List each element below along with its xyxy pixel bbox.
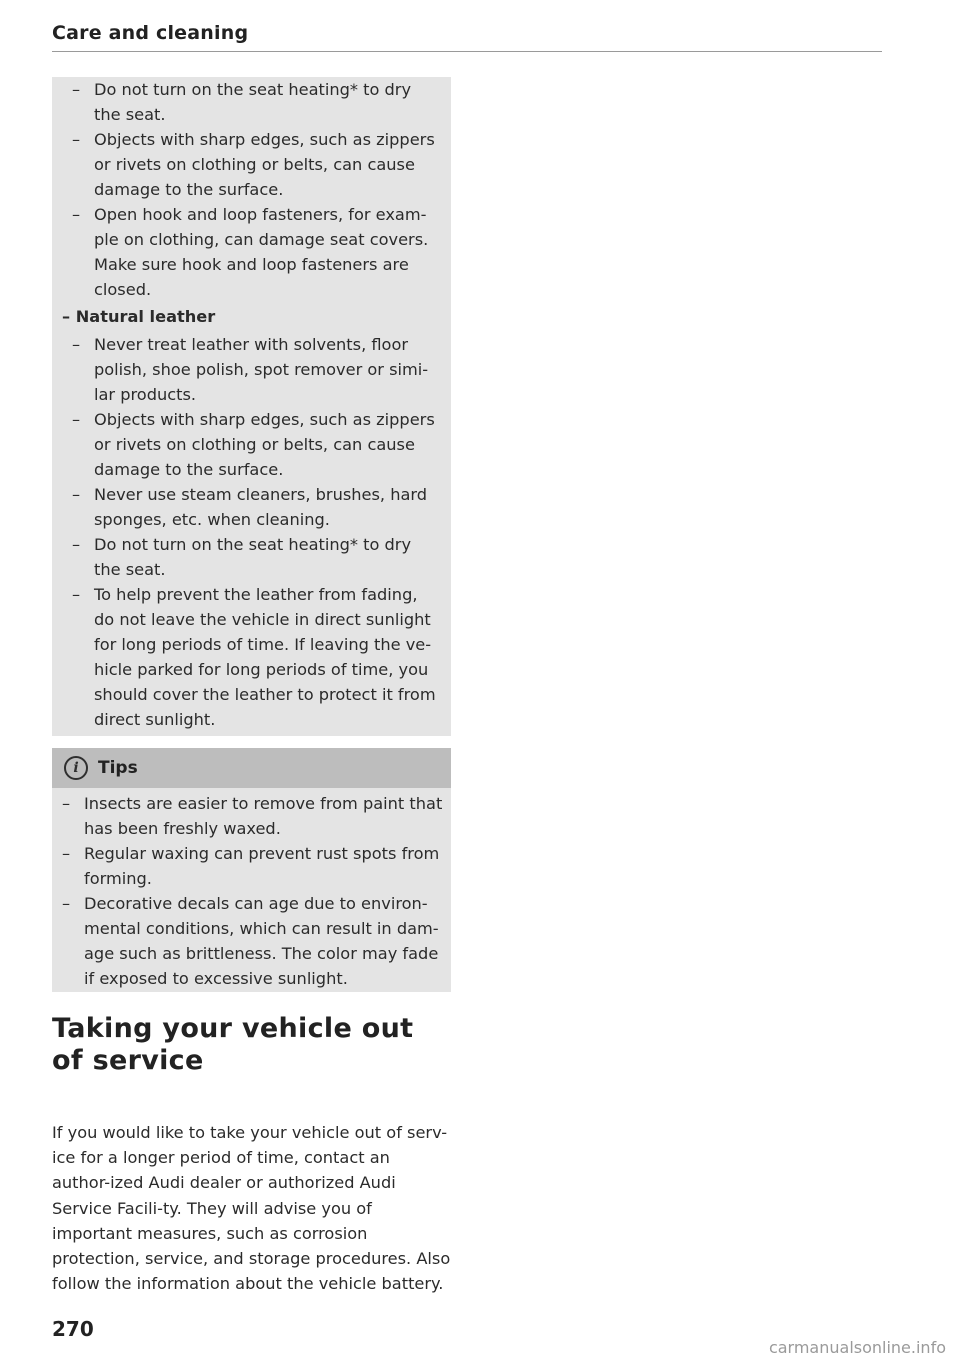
section-paragraph: If you would like to take your vehicle out of serv-ice for a longer period of time, contact an author-ized Audi dealer or authorized Audi Service Facili-ty. They will advise you of important measures, such as corrosion protection, service, and storage procedures. Also follow the information about the vehicle battery. <box>52 1123 451 1294</box>
tips-list <box>62 791 444 991</box>
tips-header <box>52 748 451 788</box>
list-item: – Do not turn on the seat heating* to dry the seat. <box>72 532 442 582</box>
section-heading: Taking your vehicle out of service <box>52 1013 414 1076</box>
page-number: 270 <box>52 1317 94 1341</box>
watermark-text: carmanualsonline.info <box>768 1338 946 1357</box>
list-item: – Never treat leather with solvents, floor polish, shoe polish, spot remover or simi-lar products. <box>72 332 442 407</box>
warning-list <box>72 77 442 302</box>
list-item: – To help prevent the leather from fading, do not leave the vehicle in direct sunlight for long periods of time. If leaving the ve-hicle parked for long periods of time, you should cover the leather to protect it from direct sunlight. <box>72 582 442 732</box>
info-circle-icon: i <box>64 756 88 780</box>
header-divider <box>52 51 882 52</box>
list-item: – Open hook and loop fasteners, for exam-ple on clothing, can damage seat covers. Make sure hook and loop fasteners are closed. <box>72 202 442 302</box>
list-item: – Insects are easier to remove from paint that has been freshly waxed. <box>62 791 444 841</box>
natural-leather-list <box>72 332 442 732</box>
list-item: – Regular waxing can prevent rust spots from forming. <box>62 841 444 891</box>
list-item: – Never use steam cleaners, brushes, hard sponges, etc. when cleaning. <box>72 482 442 532</box>
list-item: – Objects with sharp edges, such as zippers or rivets on clothing or belts, can cause damage to the surface. <box>72 127 442 202</box>
list-item: – Objects with sharp edges, such as zippers or rivets on clothing or belts, can cause damage to the surface. <box>72 407 442 482</box>
tips-title: Tips <box>98 758 138 778</box>
list-item: – Do not turn on the seat heating* to dry the seat. <box>72 77 442 127</box>
natural-leather-heading: – Natural leather <box>62 304 215 329</box>
page-header-title: Care and cleaning <box>52 22 249 44</box>
list-item: – Decorative decals can age due to environ-mental conditions, which can result in dam-age such as brittleness. The color may fade if exposed to excessive sunlight. <box>62 891 444 991</box>
